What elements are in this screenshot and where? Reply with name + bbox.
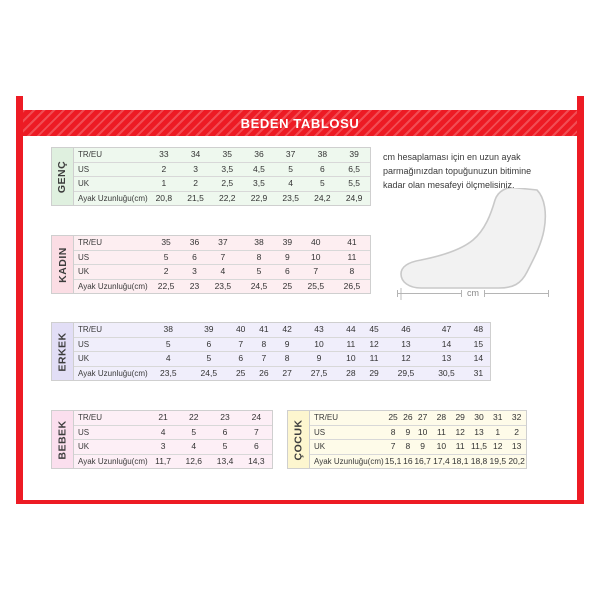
table-grid-kadin: [74, 236, 370, 293]
table-row: TR/EU 38 39 40 41 42 43 44 45 46 47 48: [74, 323, 490, 337]
table-grid-erkek: [74, 323, 490, 380]
chart-body: [23, 140, 577, 498]
table-label-cocuk: ÇOCUK: [288, 411, 310, 468]
table-label-erkek: ERKEK: [52, 323, 74, 380]
table-label-genc: GENÇ: [52, 148, 74, 205]
table-block-genc: [51, 147, 371, 206]
table-row: TR/EU 35 36 37 38 39 40 41: [74, 236, 370, 250]
size-table-bebek: [74, 411, 272, 468]
table-block-kadin: [51, 235, 371, 294]
table-row: US 5 6 7 8 9 10 11 12 13 14 15: [74, 337, 490, 352]
table-row: Ayak Uzunluğu(cm) 23,5 24,5 25 26 27 27,5 28 29 29,5 30,5 31: [78, 367, 484, 378]
table-row: TR/EU 21 22 23 24: [74, 411, 272, 425]
table-row: TR/EU 25 26 27 28 29 30 31 32: [310, 411, 526, 425]
table-block-bebek: [51, 410, 273, 469]
dimension-bar: [484, 293, 549, 294]
table-block-erkek: [51, 322, 491, 381]
table-row: UK 1 2 2,5 3,5 4 5 5,5: [74, 177, 370, 192]
table-label-kadin: KADIN: [52, 236, 74, 293]
dimension-bar: [397, 293, 462, 294]
size-table-erkek: [74, 323, 490, 380]
size-table-kadin: [74, 236, 370, 293]
frame-bottom-rule: [16, 500, 584, 504]
size-table-cocuk: [310, 411, 526, 468]
table-row: US 5 6 7 8 9 10 11: [74, 250, 370, 265]
size-table-genc: [74, 148, 370, 205]
table-row: Ayak Uzunluğu(cm) 22,5 23 23,5 24,5 25 25,5 26,5: [78, 280, 361, 291]
table-row: Ayak Uzunluğu(cm) 15,1 16 16,7 17,4 18,1 18,8 19,5 20,2: [314, 455, 525, 466]
cm-dimension-line: [397, 288, 549, 298]
table-row: US 4 5 6 7: [74, 425, 272, 440]
table-row: UK 2 3 4 5 6 7 8: [74, 265, 370, 280]
dimension-label: cm: [467, 288, 479, 298]
table-row: US 8 9 10 11 12 13 1 2: [310, 425, 526, 440]
page-title: BEDEN TABLOSU: [240, 115, 360, 131]
table-label-bebek: BEBEK: [52, 411, 74, 468]
table-row: Ayak Uzunluğu(cm) 11,7 12,6 13,4 14,3: [78, 455, 265, 466]
title-band: [23, 110, 577, 136]
table-row: TR/EU 33 34 35 36 37 38 39: [74, 148, 370, 162]
table-row: UK 3 4 5 6: [74, 440, 272, 455]
table-block-cocuk: [287, 410, 527, 469]
table-row: US 2 3 3,5 4,5 5 6 6,5: [74, 162, 370, 177]
table-grid-bebek: [74, 411, 272, 468]
table-row: UK 4 5 6 7 8 9 10 11 12 13 14: [74, 352, 490, 367]
measure-instructions: cm hesaplaması için en uzun ayak parmağınızdan topuğunuzun bitimine kadar olan mesafeyi ölçmelisiniz.: [383, 152, 532, 190]
table-grid-genc: [74, 148, 370, 205]
table-row: UK 7 8 9 10 11 11,5 12 13: [310, 440, 526, 455]
table-grid-cocuk: [310, 411, 526, 468]
table-row: Ayak Uzunluğu(cm) 20,8 21,5 22,2 22,9 23,5 24,2 24,9: [78, 192, 363, 203]
